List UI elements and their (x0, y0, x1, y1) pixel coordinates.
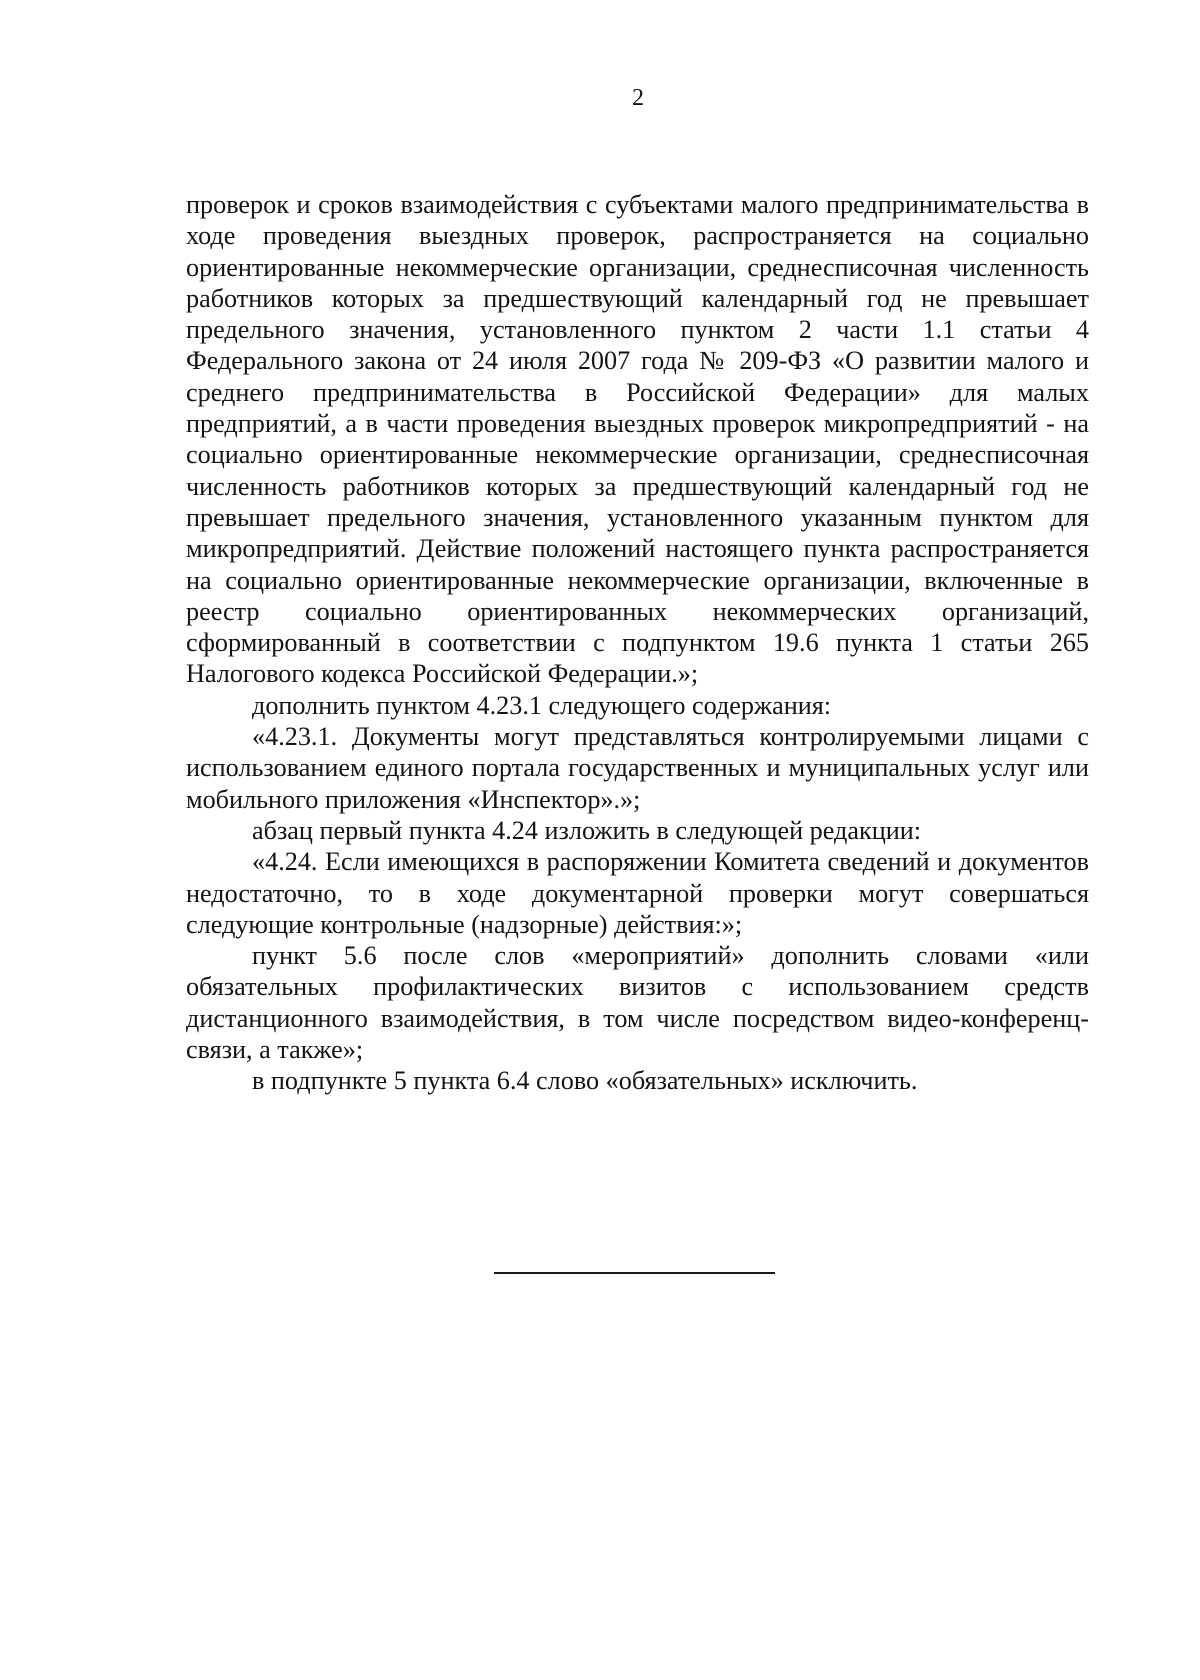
paragraph-amendment-4-24-intro: абзац первый пункта 4.24 изложить в следующей редакции: (252, 815, 922, 845)
paragraph-continuation: проверок и сроков взаимодействия с субъектами малого предпринимательства в ходе проведения выездных проверок, распространяется на социально ориентированные некоммерческие организации, среднесписочная численность работников которых за предшествующий календарный год не превышает предельного значения, установленного пунктом 2 части 1.1 статьи 4 Федерального закона от 24 июля 2007 года № 209-ФЗ «О развитии малого и среднего предпринимательства в Российской Федерации» для малых предприятий, а в части проведения выездных проверок микропредприятий - на социально ориентированные некоммерческие организации, среднесписочная численность работников которых за предшествующий календарный год не превышает предельного значения, установленного указанным пунктом для микропредприятий. Действие положений настоящего пункта распространяется на социально ориентированные некоммерческие организации, включенные в реестр социально ориентированных некоммерческих организаций, сформированный в соответствии с подпунктом 19.6 пункта 1 статьи 265 Налогового кодекса Российской Федерации.»; (186, 190, 1089, 689)
end-of-document-rule (494, 1272, 775, 1274)
paragraph-clause-4-24: «4.24. Если имеющихся в распоряжении Комитета сведений и документов недостаточно, то в ходе документарной проверки могут совершаться следующие контрольные (надзорные) действия:»; (186, 847, 1089, 939)
page-number: 2 (632, 85, 644, 111)
paragraph-amendment-5-6: пункт 5.6 после слов «мероприятий» дополнить словами «или обязательных профилактических визитов с использованием средств дистанционного взаимодействия, в том числе посредством видео-конференц-связи, а также»; (186, 941, 1089, 1065)
document-body (186, 189, 1089, 1097)
paragraph-amendment-6-4: в подпункте 5 пункта 6.4 слово «обязательных» исключить. (252, 1066, 918, 1096)
paragraph-amendment-4-23-1-intro: дополнить пунктом 4.23.1 следующего содержания: (252, 690, 832, 720)
paragraph-clause-4-23-1: «4.23.1. Документы могут представляться контролируемыми лицами с использованием единого портала государственных и муниципальных услуг или мобильного приложения «Инспектор».»; (186, 722, 1089, 814)
